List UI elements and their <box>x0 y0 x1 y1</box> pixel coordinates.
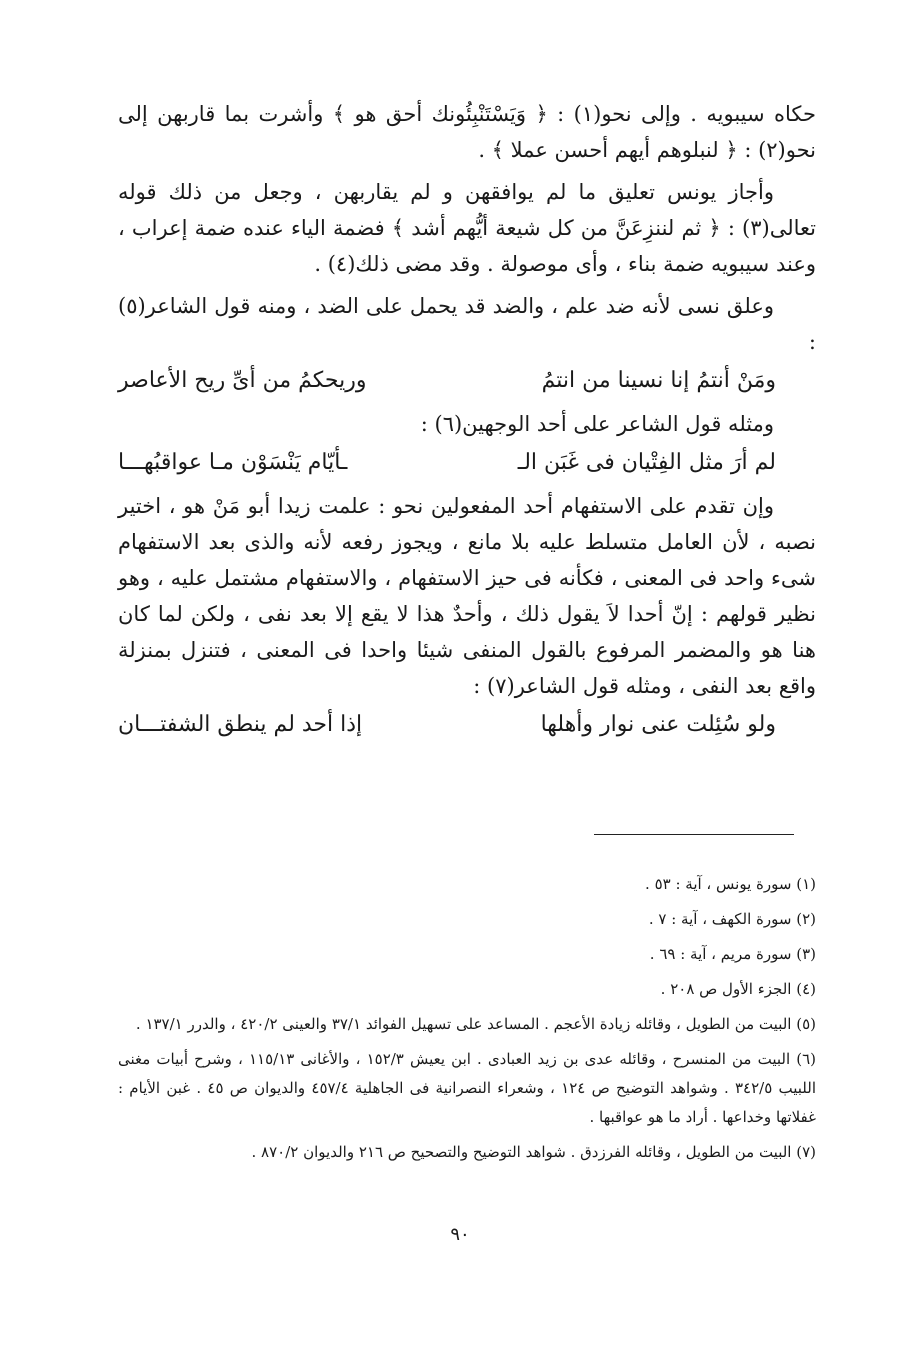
verse-2 <box>118 444 816 482</box>
verse-3-second-hemistich: إذا أحد لم ينطق الشفتـــان <box>118 712 363 737</box>
verse-3-first-hemistich: ولو سُئِلت عنى نوار وأهلها <box>540 712 776 737</box>
paragraph-3: وعلق نسى لأنه ضد علم ، والضد قد يحمل على الضد ، ومنه قول الشاعر(٥) : <box>118 294 816 354</box>
footnote-5: (٥) البيت من الطويل ، وقائله زيادة الأعجم . المساعد على تسهيل الفوائد ٣٧/١ والعينى ٤٢٠/٢ ، والدرر ١٣٧/١ . <box>135 1015 816 1033</box>
verse-2-second-hemistich: ـأيّام يَنْسَوْن مـا عواقبُهـــا <box>118 450 348 475</box>
paragraph-4: ومثله قول الشاعر على أحد الوجهين(٦) : <box>420 412 774 436</box>
footnote-divider <box>594 834 794 835</box>
main-text <box>118 96 816 750</box>
verse-1-first-hemistich: ومَنْ أنتمُ إنا نسينا من انتمُ <box>541 368 776 393</box>
verse-1 <box>118 362 816 400</box>
verse-2-first-hemistich: لم أرَ مثل الفِتْيان فى غَبَن الـ <box>517 450 776 475</box>
paragraph-5: وإن تقدم على الاستفهام أحد المفعولين نحو : علمت زيدا أبو مَنْ هو ، اختير نصبه ، لأن العامل متسلط عليه بلا مانع ، ويجوز رفعه لأنه والذى بعد الاستفهام شىء واحد فى المعنى ، فكأنه فى حيز الاستفهام ، والاستفهام مشتمل عليه ، وهو نظير قولهم : إنّ أحدا لاَ يقول ذلك ، وأحدٌ هذا لا يقع إلا بعد نفى ، ولكن لما كان هنا هو والمضمر المرفوع بالقول المنفى شيئا واحدا فى المعنى ، فتنزل بمنزلة واقع بعد النفى ، ومثله قول الشاعر(٧) : <box>118 494 816 698</box>
footnote-1: (١) سورة يونس ، آية : ٥٣ . <box>645 875 816 893</box>
footnote-7: (٧) البيت من الطويل ، وقائله الفرزدق . شواهد التوضيح والتصحيح ص ٢١٦ والديوان ٨٧٠/٢ . <box>251 1143 816 1161</box>
footnote-6: (٦) البيت من المنسرح ، وقائله عدى بن زيد العبادى . ابن يعيش ١٥٢/٣ ، والأغانى ١١٥/١٣ ، وشرح أبيات مغنى اللبيب ٣٤٢/٥ . وشواهد التوضيح ص ١٢٤ ، وشعراء النصرانية فى الجاهلية ٤٥٧/٤ والديوان ص ٤٥ . غبن الأيام : غفلاتها وخداعها . أراد ما هو عواقبها . <box>118 1050 817 1126</box>
verse-3 <box>118 706 816 744</box>
footnote-3: (٣) سورة مريم ، آية : ٦٩ . <box>649 945 816 963</box>
paragraph-1: حكاه سيبويه . وإلى نحو(١) : ﴿ وَيَسْتَنْبِئُونك أحق هو ﴾ وأشرت بما قاربهن إلى نحو(٢) : ﴿ لنبلوهم أيهم أحسن عملا ﴾ . <box>118 102 816 162</box>
footnote-4: (٤) الجزء الأول ص ٢٠٨ . <box>660 980 816 998</box>
footnote-2: (٢) سورة الكهف ، آية : ٧ . <box>648 910 816 928</box>
footnotes <box>118 870 816 1173</box>
paragraph-2: وأجاز يونس تعليق ما لم يوافقهن و لم يقاربهن ، وجعل من ذلك قوله تعالى(٣) : ﴿ ثم لننزِعَنَّ من كل شيعة أيُّهم أشد ﴾ فضمة الياء عنده ضمة إعراب ، وعند سيبويه ضمة بناء ، وأى موصولة . وقد مضى ذلك(٤) . <box>118 180 816 276</box>
page-number: ٩٠ <box>450 1224 470 1245</box>
verse-1-second-hemistich: وريحكمُ من أىِّ ريح الأعاصر <box>118 368 367 393</box>
